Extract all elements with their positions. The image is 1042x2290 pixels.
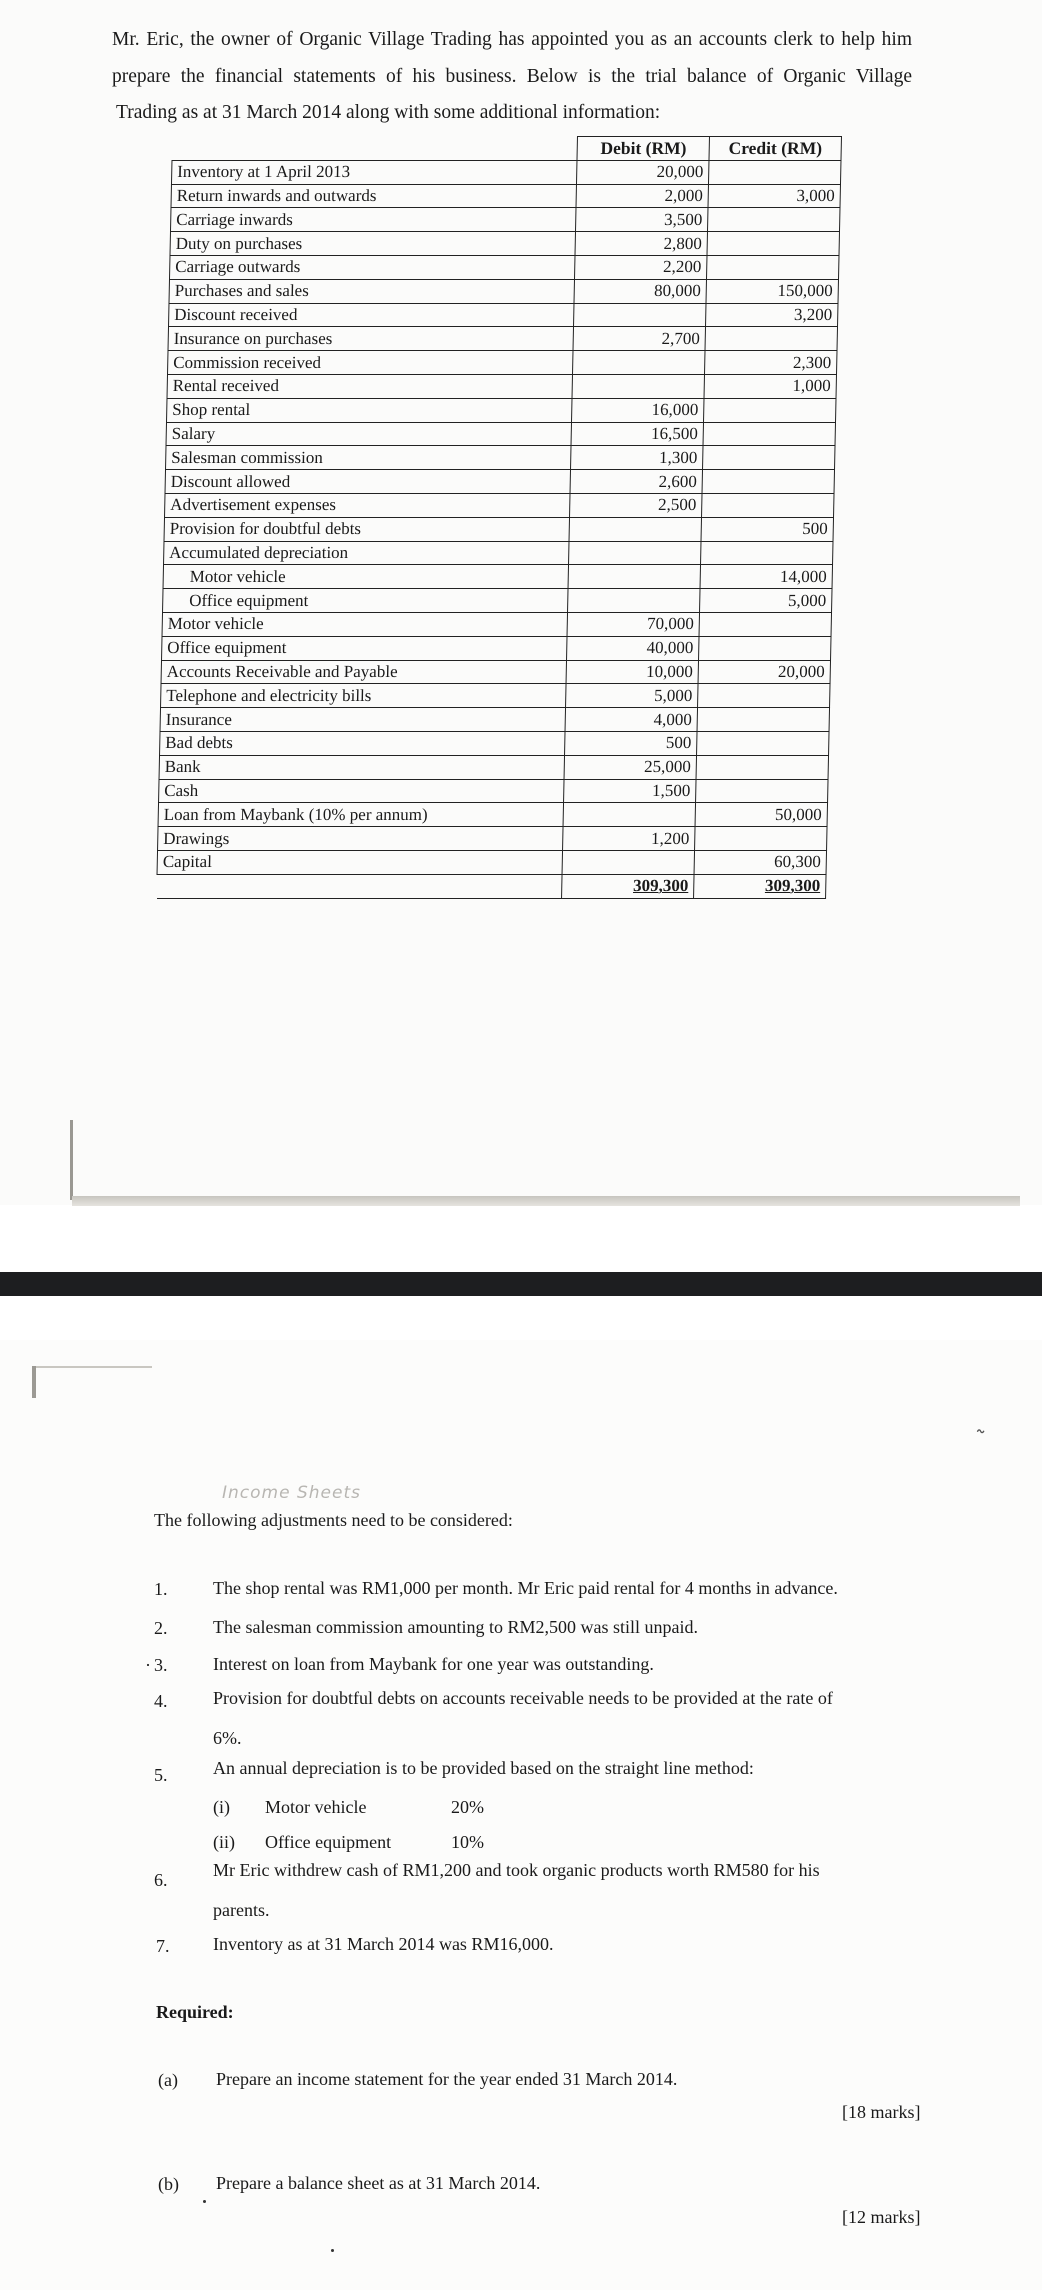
trial-balance-row	[160, 708, 829, 732]
adjustment-text-4-cont: 6%.	[213, 1728, 242, 1748]
trial-balance-row	[159, 755, 828, 779]
credit-amount	[695, 827, 827, 851]
adjustment-text-7: Inventory as at 31 March 2014 was RM16,000.	[213, 1934, 554, 1954]
debit-amount: 1,500	[564, 779, 696, 803]
credit-amount	[698, 684, 830, 708]
debit-amount	[562, 850, 694, 874]
adjustment-number-4: 4.	[154, 1691, 168, 1711]
marks-b: [12 marks]	[842, 2207, 921, 2227]
credit-amount: 5,000	[700, 589, 832, 613]
trial-balance-row	[166, 446, 835, 470]
trial-balance-row	[165, 493, 834, 517]
header-blank-cell	[172, 137, 578, 161]
adjustment-number-6: 6.	[154, 1870, 168, 1890]
account-name: Rental received	[167, 374, 573, 398]
intro-paragraph	[112, 22, 912, 132]
debit-amount	[568, 589, 700, 613]
debit-amount	[568, 565, 700, 589]
adjustment-text-2: The salesman commission amounting to RM2,500 was still unpaid.	[213, 1617, 698, 1637]
trial-balance-row	[163, 565, 832, 589]
account-name: Cash	[159, 779, 565, 803]
debit-amount	[569, 541, 701, 565]
account-name: Advertisement expenses	[165, 493, 571, 517]
marks-a: [18 marks]	[842, 2102, 921, 2122]
debit-amount	[574, 303, 706, 327]
trial-balance-table	[156, 136, 842, 899]
credit-amount	[703, 422, 835, 446]
depreciation-motor-vehicle	[213, 1796, 484, 1818]
trial-balance-row	[171, 160, 840, 184]
debit-amount: 70,000	[567, 612, 699, 636]
trial-balance-row	[159, 779, 828, 803]
credit-amount	[697, 708, 829, 732]
account-name: Office equipment	[162, 636, 568, 660]
debit-amount: 4,000	[565, 708, 697, 732]
page-2-top-edge	[32, 1366, 152, 1368]
account-name: Office equipment	[163, 589, 569, 613]
account-name: Return inwards and outwards	[171, 184, 577, 208]
total-credit: 309,300	[694, 874, 826, 898]
trial-balance-row	[170, 208, 839, 232]
debit-amount: 2,200	[575, 255, 707, 279]
adjustment-number-3: 3.	[154, 1655, 168, 1675]
credit-amount	[707, 255, 839, 279]
credit-amount: 500	[701, 517, 833, 541]
trial-balance-row	[157, 850, 826, 874]
adjustment-number-1: 1.	[154, 1579, 168, 1599]
credit-amount	[702, 470, 834, 494]
account-name: Salary	[166, 422, 572, 446]
intro-line-1: Mr. Eric, the owner of Organic Village Trading has appointed you as an accounts clerk to help him	[112, 29, 912, 50]
credit-amount: 14,000	[700, 565, 832, 589]
account-name: Salesman commission	[166, 446, 572, 470]
trial-balance-row	[158, 827, 827, 851]
trial-balance-row	[167, 374, 836, 398]
debit-amount	[573, 351, 705, 375]
adjustments-heading: The following adjustments need to be considered:	[154, 1510, 513, 1530]
debit-amount: 10,000	[566, 660, 698, 684]
total-label-cell	[157, 874, 563, 898]
trial-balance-row	[167, 398, 836, 422]
debit-amount: 16,000	[572, 398, 704, 422]
adjustment-text-6: Mr Eric withdrew cash of RM1,200 and took organic products worth RM580 for his	[213, 1860, 820, 1880]
credit-amount: 3,200	[706, 303, 838, 327]
account-name: Inventory at 1 April 2013	[171, 160, 577, 184]
debit-amount: 500	[565, 731, 697, 755]
debit-amount: 3,500	[576, 208, 708, 232]
trial-balance-row	[163, 589, 832, 613]
page-1-edge	[70, 1120, 73, 1200]
trial-balance-row	[169, 303, 838, 327]
credit-amount	[696, 779, 828, 803]
trial-balance-row	[169, 279, 838, 303]
page-1-bottom-edge	[72, 1196, 1020, 1206]
debit-amount: 1,200	[563, 827, 695, 851]
account-name: Drawings	[158, 827, 564, 851]
credit-amount: 1,000	[704, 374, 836, 398]
account-name: Bank	[159, 755, 565, 779]
debit-amount: 2,600	[570, 470, 702, 494]
trial-balance-row	[160, 731, 829, 755]
credit-amount	[704, 398, 836, 422]
intro-line-2: prepare the financial statements of his business. Below is the trial balance of Organic Village	[112, 65, 912, 87]
handwritten-note: Income Sheets	[222, 1483, 361, 1503]
debit-amount: 16,500	[571, 422, 703, 446]
credit-amount	[709, 160, 841, 184]
credit-amount	[708, 208, 840, 232]
depreciation-asset-1: Motor vehicle	[265, 1797, 367, 1817]
account-name: Commission received	[168, 351, 574, 375]
trial-balance-row	[162, 636, 831, 660]
credit-amount	[705, 327, 837, 351]
account-name: Insurance	[160, 708, 566, 732]
depreciation-asset-2: Office equipment	[265, 1832, 392, 1852]
adjustment-text-3: Interest on loan from Maybank for one year was outstanding.	[213, 1654, 654, 1674]
adjustment-text-1: The shop rental was RM1,000 per month. Mr Eric paid rental for 4 months in advance.	[213, 1578, 838, 1598]
account-name: Bad debts	[160, 731, 566, 755]
credit-amount	[707, 232, 839, 256]
debit-amount: 20,000	[577, 160, 709, 184]
debit-amount: 2,800	[575, 232, 707, 256]
depreciation-office-equipment	[213, 1831, 484, 1853]
intro-line-3: Trading as at 31 March 2014 along with some additional information:	[116, 102, 661, 123]
credit-amount	[696, 755, 828, 779]
debit-amount: 80,000	[574, 279, 706, 303]
trial-balance-row	[171, 184, 840, 208]
credit-amount: 150,000	[706, 279, 838, 303]
trial-balance-row	[165, 470, 834, 494]
account-name: Motor vehicle	[163, 565, 569, 589]
debit-header: Debit (RM)	[577, 137, 709, 161]
required-label-b: (b)	[158, 2174, 179, 2194]
debit-amount: 1,300	[571, 446, 703, 470]
trial-balance-row	[166, 422, 835, 446]
stray-dot-1	[203, 2200, 206, 2203]
account-name: Discount allowed	[165, 470, 571, 494]
account-name: Carriage inwards	[170, 208, 576, 232]
account-name: Duty on purchases	[170, 232, 576, 256]
adjustment-bullet-3: ·	[145, 1655, 151, 1675]
trial-balance-total-row	[157, 874, 826, 898]
account-name: Accounts Receivable and Payable	[161, 660, 567, 684]
trial-balance-row	[168, 327, 837, 351]
screenshot-separator-band	[0, 1272, 1042, 1296]
trial-balance-row	[162, 612, 831, 636]
trial-balance-row	[164, 541, 833, 565]
credit-amount	[701, 541, 833, 565]
trial-balance-row	[161, 660, 830, 684]
debit-amount	[569, 517, 701, 541]
account-name: Telephone and electricity bills	[161, 684, 567, 708]
debit-amount: 5,000	[566, 684, 698, 708]
debit-amount: 25,000	[564, 755, 696, 779]
page-2	[0, 1340, 1042, 2290]
debit-amount	[572, 374, 704, 398]
required-text-b: Prepare a balance sheet as at 31 March 2014.	[216, 2173, 541, 2193]
required-heading: Required:	[156, 2002, 234, 2022]
total-debit: 309,300	[562, 874, 694, 898]
debit-amount: 2,000	[576, 184, 708, 208]
account-name: Motor vehicle	[162, 612, 568, 636]
credit-amount: 60,300	[694, 850, 826, 874]
trial-balance-header-row	[172, 137, 841, 161]
account-name: Discount received	[169, 303, 575, 327]
trial-balance-body	[157, 160, 841, 874]
credit-amount	[702, 493, 834, 517]
credit-amount	[699, 612, 831, 636]
adjustment-text-4: Provision for doubtful debts on accounts receivable needs to be provided at the rate of	[213, 1688, 833, 1708]
trial-balance-row	[169, 255, 838, 279]
account-name: Provision for doubtful debts	[164, 517, 570, 541]
credit-amount: 20,000	[698, 660, 830, 684]
trial-balance-row	[170, 232, 839, 256]
trial-balance-row	[158, 803, 827, 827]
credit-amount: 3,000	[708, 184, 840, 208]
account-name: Loan from Maybank (10% per annum)	[158, 803, 564, 827]
account-name: Insurance on purchases	[168, 327, 574, 351]
stray-dot-2	[331, 2249, 334, 2252]
adjustment-number-2: 2.	[154, 1618, 168, 1638]
trial-balance-row	[161, 684, 830, 708]
credit-amount: 2,300	[705, 351, 837, 375]
credit-amount	[697, 731, 829, 755]
account-name: Capital	[157, 850, 563, 874]
required-text-a: Prepare an income statement for the year ended 31 March 2014.	[216, 2069, 678, 2089]
credit-amount	[703, 446, 835, 470]
credit-amount: 50,000	[695, 803, 827, 827]
trial-balance-row	[168, 351, 837, 375]
depreciation-roman-2: (ii)	[213, 1832, 235, 1852]
account-name: Shop rental	[167, 398, 573, 422]
account-name: Purchases and sales	[169, 279, 575, 303]
pen-mark-scribble: ˷	[974, 1408, 993, 1437]
adjustment-number-5: 5.	[154, 1765, 168, 1785]
adjustment-text-6-cont: parents.	[213, 1900, 270, 1920]
depreciation-rate-2: 10%	[451, 1832, 484, 1852]
depreciation-rate-1: 20%	[451, 1797, 484, 1817]
adjustment-number-7: 7.	[156, 1936, 170, 1956]
adjustment-text-5: An annual depreciation is to be provided based on the straight line method:	[213, 1758, 754, 1778]
debit-amount	[563, 803, 695, 827]
depreciation-roman-1: (i)	[213, 1797, 230, 1817]
debit-amount: 2,500	[570, 493, 702, 517]
account-name: Carriage outwards	[169, 255, 575, 279]
credit-header: Credit (RM)	[709, 137, 841, 161]
debit-amount: 2,700	[573, 327, 705, 351]
account-name: Accumulated depreciation	[164, 541, 570, 565]
credit-amount	[699, 636, 831, 660]
trial-balance-row	[164, 517, 833, 541]
debit-amount: 40,000	[567, 636, 699, 660]
required-label-a: (a)	[158, 2070, 178, 2090]
page-2-corner-edge	[32, 1366, 36, 1398]
